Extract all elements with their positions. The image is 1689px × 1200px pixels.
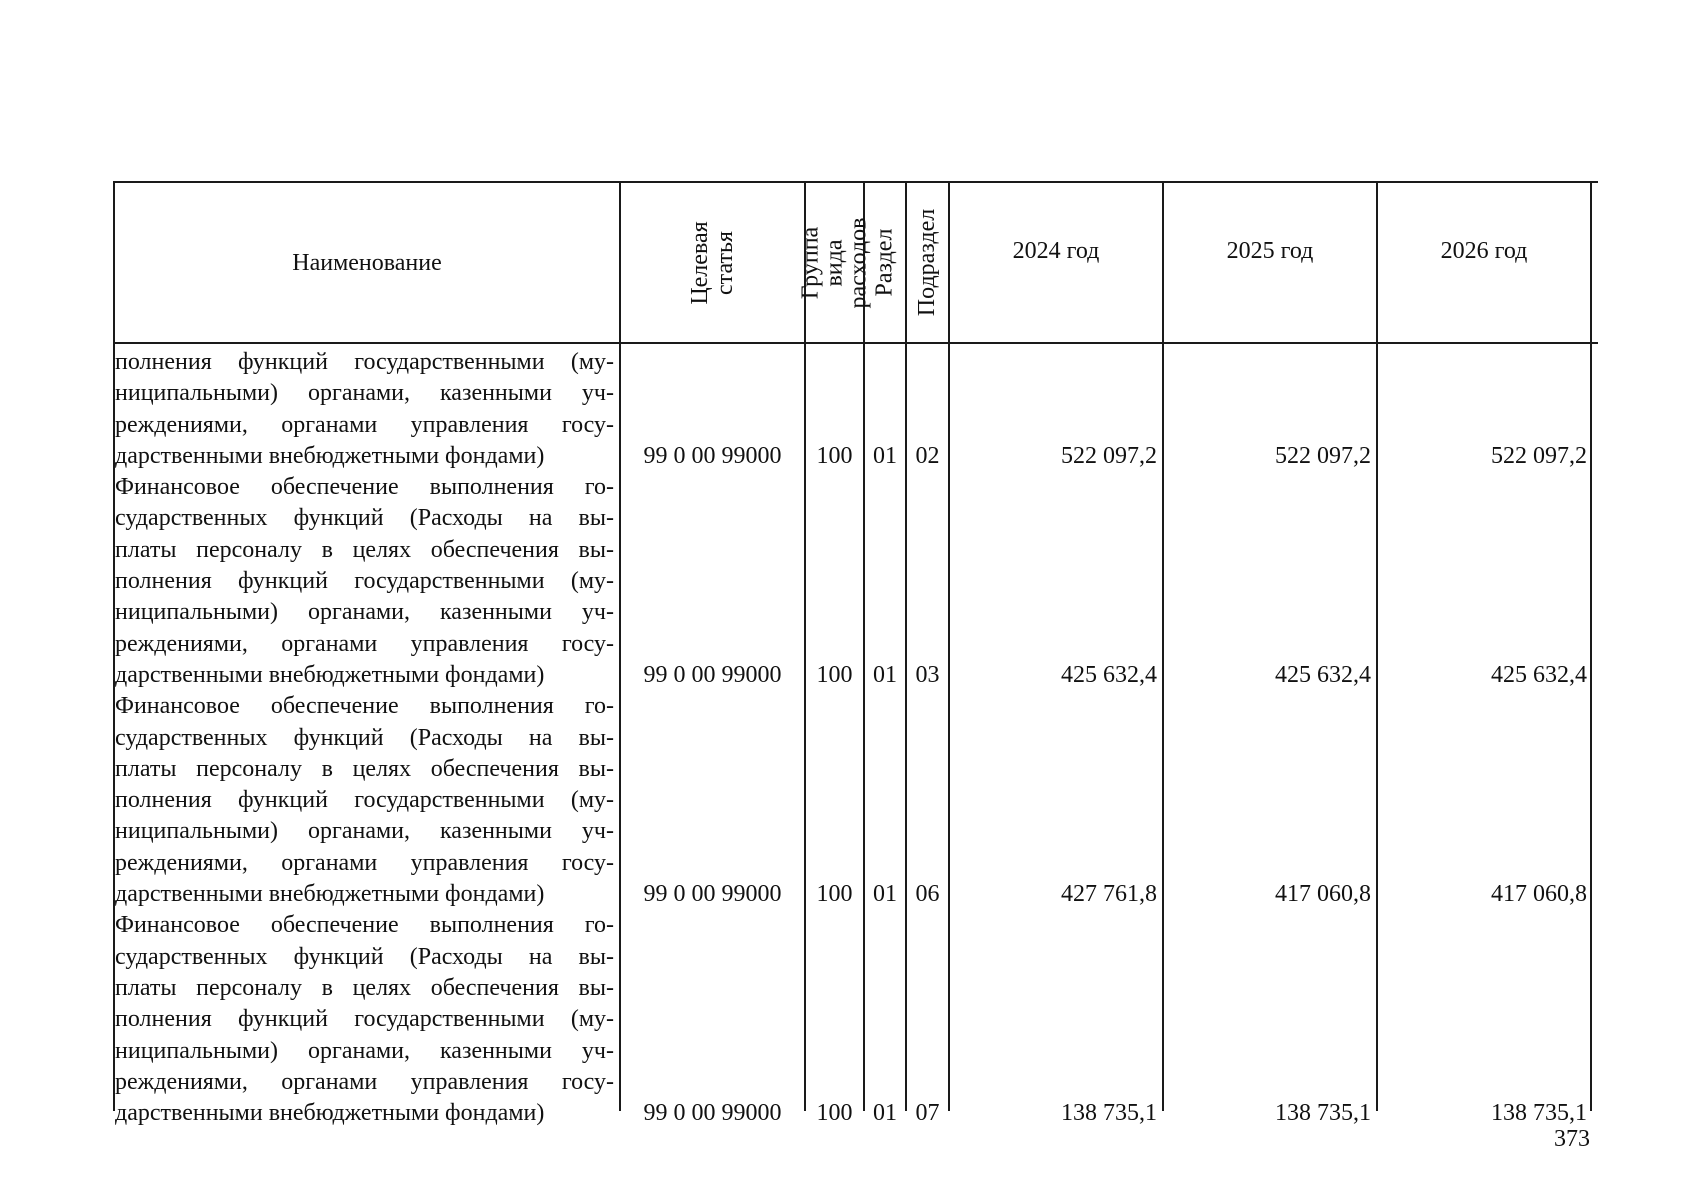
header-subsection-label: Подраздел bbox=[914, 208, 941, 317]
cell-2026: 522 097,2 bbox=[1491, 442, 1587, 469]
row-name-line: Финансовое обеспечение выполнения го- bbox=[115, 474, 614, 501]
row-name-line: реждениями, органами управления госу- bbox=[115, 849, 614, 876]
header-target-article-label: Целевая статья bbox=[686, 220, 738, 305]
cell-2025: 425 632,4 bbox=[1275, 662, 1371, 688]
cell-target-article: 99 0 00 99000 bbox=[643, 442, 782, 469]
header-expense-group bbox=[797, 183, 872, 342]
table-right-border bbox=[1590, 181, 1592, 1111]
row-name-line: платы персоналу в целях обеспечения вы- bbox=[115, 536, 614, 563]
header-2024 bbox=[950, 183, 1162, 318]
cell-subsection: 07 bbox=[915, 1100, 940, 1127]
cell-2026: 417 060,8 bbox=[1491, 881, 1587, 908]
cell-target-article: 99 0 00 99000 bbox=[643, 662, 782, 688]
header-2024-label: 2024 год bbox=[1012, 237, 1100, 264]
row-name-line: полнения функций государственными (му- bbox=[115, 349, 614, 375]
cell-section: 01 bbox=[873, 662, 897, 688]
row-name-line: дарственными внебюджетными фондами) bbox=[115, 442, 545, 469]
cell-2024: 427 761,8 bbox=[1061, 881, 1157, 908]
header-name-label: Наименование bbox=[292, 249, 442, 276]
header-section-label: Раздел bbox=[871, 228, 898, 297]
cell-section: 01 bbox=[873, 881, 897, 908]
row-name-line: дарственными внебюджетными фондами) bbox=[115, 1100, 545, 1127]
row-name-line: Финансовое обеспечение выполнения го- bbox=[115, 912, 614, 939]
page-number: 373 bbox=[1554, 1126, 1590, 1152]
cell-expense-group: 100 bbox=[816, 1100, 853, 1127]
row-name-line: полнения функций государственными (му- bbox=[115, 568, 614, 595]
row-name-line: полнения функций государственными (му- bbox=[115, 1006, 614, 1033]
row-name-line: сударственных функций (Расходы на вы- bbox=[115, 505, 614, 532]
table-row bbox=[115, 347, 614, 472]
cell-2025: 522 097,2 bbox=[1275, 442, 1371, 469]
cell-subsection: 03 bbox=[915, 662, 940, 688]
header-expense-group-label: Группа вида расходов bbox=[797, 217, 872, 308]
col-divider-2024 bbox=[948, 181, 950, 1111]
cell-section: 01 bbox=[873, 1100, 897, 1127]
row-name-line: реждениями, органами управления госу- bbox=[115, 411, 614, 438]
header-2026-label: 2026 год bbox=[1440, 237, 1528, 264]
row-name-line: Финансовое обеспечение выполнения го- bbox=[115, 693, 614, 720]
header-subsection bbox=[907, 183, 948, 342]
header-2025 bbox=[1164, 183, 1376, 318]
row-name-line: ниципальными) органами, казенными уч- bbox=[115, 380, 614, 407]
header-2025-label: 2025 год bbox=[1226, 237, 1314, 264]
cell-2024: 522 097,2 bbox=[1061, 442, 1157, 469]
row-name-line: реждениями, органами управления госу- bbox=[115, 630, 614, 657]
cell-2024: 425 632,4 bbox=[1061, 662, 1157, 688]
row-name-line: платы персоналу в целях обеспечения вы- bbox=[115, 755, 614, 782]
cell-2025: 138 735,1 bbox=[1275, 1100, 1371, 1127]
cell-expense-group: 100 bbox=[816, 442, 853, 469]
header-2026 bbox=[1378, 183, 1590, 318]
cell-target-article: 99 0 00 99000 bbox=[643, 1100, 782, 1127]
cell-2024: 138 735,1 bbox=[1061, 1100, 1157, 1127]
row-name-line: ниципальными) органами, казенными уч- bbox=[115, 1037, 614, 1064]
row-name-line: дарственными внебюджетными фондами) bbox=[115, 661, 545, 688]
cell-expense-group: 100 bbox=[816, 662, 853, 688]
cell-expense-group: 100 bbox=[816, 881, 853, 908]
header-name bbox=[115, 183, 619, 342]
row-name-line: ниципальными) органами, казенными уч- bbox=[115, 599, 614, 626]
col-divider-2026 bbox=[1376, 181, 1378, 1111]
cell-2026: 138 735,1 bbox=[1491, 1100, 1587, 1127]
col-divider-2025 bbox=[1162, 181, 1164, 1111]
header-section bbox=[865, 183, 905, 342]
table-row bbox=[115, 472, 614, 691]
cell-section: 01 bbox=[873, 442, 897, 469]
row-name-line: сударственных функций (Расходы на вы- bbox=[115, 943, 614, 970]
row-name-line: реждениями, органами управления госу- bbox=[115, 1068, 614, 1095]
row-name-line: полнения функций государственными (му- bbox=[115, 787, 614, 814]
row-name-line: ниципальными) органами, казенными уч- bbox=[115, 818, 614, 845]
cell-subsection: 06 bbox=[915, 881, 940, 908]
cell-subsection: 02 bbox=[915, 442, 940, 469]
table-row bbox=[115, 691, 614, 910]
row-name-line: дарственными внебюджетными фондами) bbox=[115, 881, 545, 908]
header-target-article bbox=[621, 183, 804, 342]
cell-2025: 417 060,8 bbox=[1275, 881, 1371, 908]
row-name-line: сударственных функций (Расходы на вы- bbox=[115, 724, 614, 751]
table-row bbox=[115, 910, 614, 1129]
cell-2026: 425 632,4 bbox=[1491, 662, 1587, 688]
row-name-line: платы персоналу в целях обеспечения вы- bbox=[115, 974, 614, 1001]
cell-target-article: 99 0 00 99000 bbox=[643, 881, 782, 908]
